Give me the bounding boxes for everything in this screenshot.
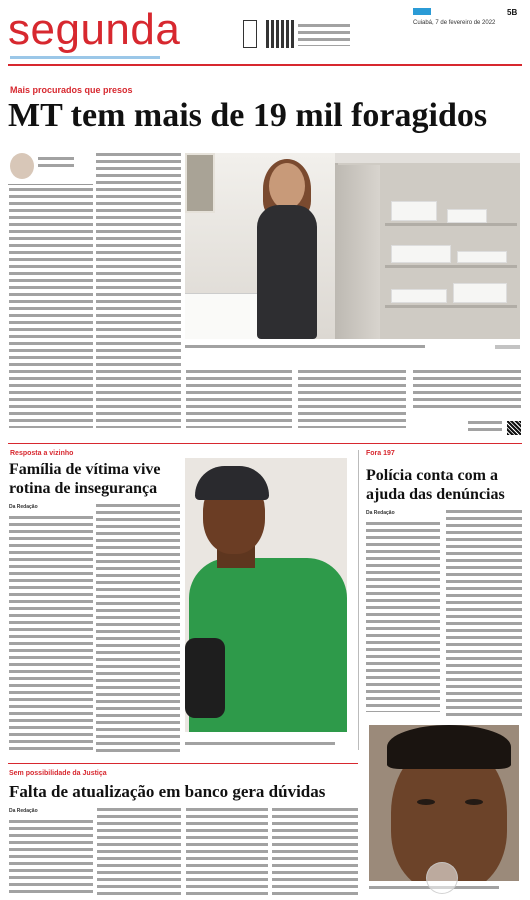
victim-column-1 <box>9 516 93 752</box>
victim-column-2 <box>96 504 180 752</box>
section-divider <box>8 443 522 444</box>
edition-date: Cuiabá, 7 de fevereiro de 2022 <box>413 20 496 26</box>
bank-column-4 <box>272 808 358 896</box>
lead-column-4 <box>298 370 406 428</box>
victim-headline-line1: Família de vítima vive <box>9 461 161 478</box>
police-column-1 <box>366 522 440 712</box>
section-title: segunda <box>8 5 181 54</box>
section-divider-2 <box>8 763 358 764</box>
section-title-underline <box>10 56 160 59</box>
lead-headline: MT tem mais de 19 mil foragidos <box>8 97 488 134</box>
police-column-2 <box>446 510 522 720</box>
lead-column-5 <box>413 370 521 408</box>
watermark-icon <box>426 862 458 894</box>
lead-kicker: Mais procurados que presos <box>10 85 133 95</box>
victim-kicker: Resposta a vizinho <box>10 450 74 457</box>
qr-code-icon-small <box>507 421 521 435</box>
police-byline: Da Redação <box>366 510 395 516</box>
bank-kicker: Sem possibilidade da Justiça <box>9 770 107 777</box>
author-name <box>38 157 74 171</box>
bank-byline: Da Redação <box>9 808 38 814</box>
lead-column-3 <box>186 370 292 428</box>
bank-column-3 <box>186 808 268 896</box>
lead-column-1 <box>9 188 93 428</box>
logo-icon <box>243 20 257 48</box>
page-number: 5B <box>507 8 518 17</box>
edition-badge <box>413 8 431 15</box>
police-kicker: Fora 197 <box>366 450 395 457</box>
qr-code-icon <box>266 20 294 48</box>
victim-byline: Da Redação <box>9 504 38 510</box>
lead-photo-caption <box>185 345 425 351</box>
lead-photo-credit <box>495 345 520 349</box>
victim-photo <box>185 458 347 732</box>
bank-photo <box>369 725 519 881</box>
victim-headline-line2: rotina de insegurança <box>9 480 158 497</box>
author-avatar <box>10 153 34 179</box>
bank-headline: Falta de atualização em banco gera dúvidas <box>9 782 326 801</box>
qr-label <box>468 421 502 433</box>
column-divider <box>358 450 359 750</box>
bank-column-1 <box>9 820 93 896</box>
masthead-rule <box>8 64 522 66</box>
qr-caption <box>298 24 350 46</box>
police-headline-line1: Polícia conta com a <box>366 467 498 484</box>
lead-photo <box>185 153 520 339</box>
victim-photo-caption <box>185 742 335 748</box>
bank-column-2 <box>97 808 181 896</box>
police-headline-line2: ajuda das denúncias <box>366 486 505 503</box>
lead-column-2 <box>96 153 181 428</box>
author-divider <box>8 184 93 185</box>
